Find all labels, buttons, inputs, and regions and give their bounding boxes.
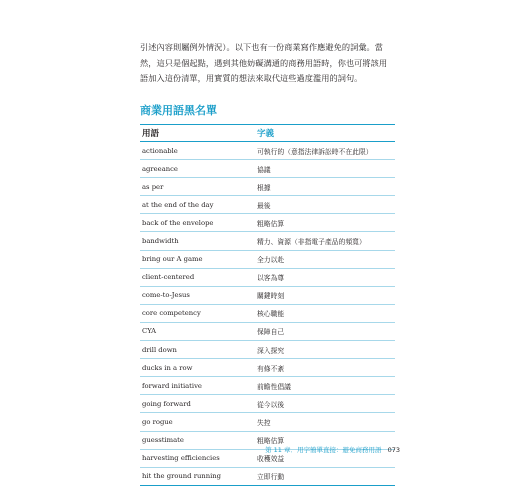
intro-line: 然，這只是個起點，遇到其他妨礙溝通的商務用語時，你也可將該用	[140, 57, 388, 68]
table-row	[140, 268, 395, 286]
meaning-cell: 可執行的（意指法律訴訟時不在此限）	[255, 142, 395, 160]
table-row	[140, 304, 395, 322]
meaning-cell: 從今以後	[255, 395, 395, 413]
term-cell: back of the envelope	[140, 214, 255, 232]
table-row	[140, 232, 395, 250]
table-row	[140, 377, 395, 395]
table-row	[140, 250, 395, 268]
meaning-cell: 粗略估算	[255, 214, 395, 232]
column-header-term: 用語	[140, 125, 255, 142]
table-row	[140, 160, 395, 178]
page-number: 073	[387, 446, 400, 454]
table-row	[140, 178, 395, 196]
term-cell: bring our A game	[140, 250, 255, 268]
jargon-table	[140, 124, 395, 486]
term-cell: come-to-Jesus	[140, 286, 255, 304]
table-row	[140, 214, 395, 232]
table-body	[140, 142, 395, 486]
meaning-cell: 以客為尊	[255, 268, 395, 286]
table-row	[140, 359, 395, 377]
chapter-running-title: 第 11 章．用字簡單直接：避免商務用語	[265, 446, 382, 454]
meaning-cell: 協議	[255, 160, 395, 178]
section-title: 商業用語黑名單	[140, 104, 217, 117]
term-cell: CYA	[140, 322, 255, 340]
intro-line: 引述內容則屬例外情況）。以下也有一份商業寫作應避免的詞彙。當	[140, 42, 384, 52]
meaning-cell: 核心職能	[255, 304, 395, 322]
term-cell: agreeance	[140, 160, 255, 178]
meaning-cell: 立即行動	[255, 467, 395, 485]
term-cell: as per	[140, 178, 255, 196]
term-cell: forward initiative	[140, 377, 255, 395]
meaning-cell: 全力以赴	[255, 250, 395, 268]
table-row	[140, 341, 395, 359]
term-cell: guesstimate	[140, 431, 255, 449]
table-row	[140, 322, 395, 340]
meaning-cell: 收穫效益	[255, 449, 395, 467]
table-header	[140, 125, 395, 142]
term-cell: actionable	[140, 142, 255, 160]
page-footer	[265, 445, 400, 454]
table-row	[140, 142, 395, 160]
term-cell: harvesting efficiencies	[140, 449, 255, 467]
table-row	[140, 196, 395, 214]
meaning-cell: 有條不紊	[255, 359, 395, 377]
intro-line: 語加入這份清單，用實質的想法來取代這些過度濫用的詞句。	[140, 73, 363, 84]
meaning-cell: 粗略估算	[255, 431, 395, 449]
table-row	[140, 467, 395, 485]
meaning-cell: 根據	[255, 178, 395, 196]
term-cell: bandwidth	[140, 232, 255, 250]
meaning-cell: 失控	[255, 413, 395, 431]
table-row	[140, 395, 395, 413]
meaning-cell: 精力、資源（非指電子產品的頻寬）	[255, 232, 395, 250]
column-header-meaning: 字義	[255, 125, 395, 142]
meaning-cell: 深入探究	[255, 341, 395, 359]
term-cell: client-centered	[140, 268, 255, 286]
term-cell: ducks in a row	[140, 359, 255, 377]
table-header-row	[140, 125, 395, 142]
meaning-cell: 保障自己	[255, 322, 395, 340]
term-cell: go rogue	[140, 413, 255, 431]
meaning-cell: 前瞻性倡議	[255, 377, 395, 395]
term-cell: at the end of the day	[140, 196, 255, 214]
term-cell: going forward	[140, 395, 255, 413]
meaning-cell: 最後	[255, 196, 395, 214]
table-row	[140, 413, 395, 431]
term-cell: drill down	[140, 341, 255, 359]
intro-paragraph	[140, 40, 390, 87]
meaning-cell: 關鍵時刻	[255, 286, 395, 304]
term-cell: core competency	[140, 304, 255, 322]
term-cell: hit the ground running	[140, 467, 255, 485]
table-row	[140, 286, 395, 304]
